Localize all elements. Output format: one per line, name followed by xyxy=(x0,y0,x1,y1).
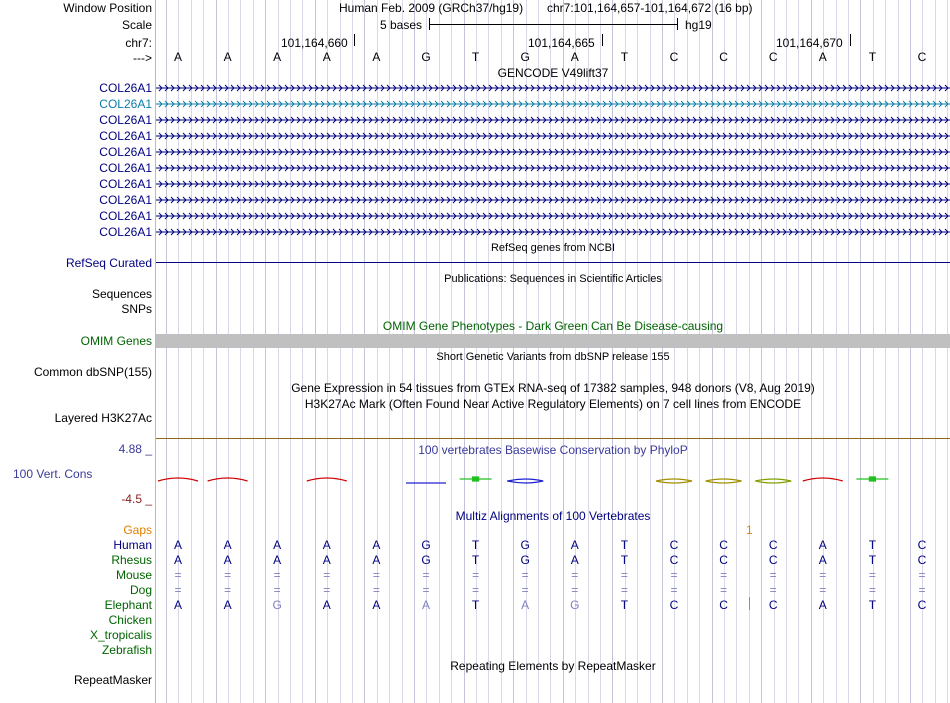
window-position-label: Window Position xyxy=(63,1,152,15)
scale-label: Scale xyxy=(121,18,152,32)
h3k27ac-title: H3K27Ac Mark (Often Found Near Active Regulatory Elements) on 7 cell lines from ENCODE xyxy=(304,397,802,411)
alignment-base-rhesus: A xyxy=(173,553,182,567)
position-tick-mark xyxy=(850,34,851,46)
conservation-glyph xyxy=(856,477,888,481)
alignment-base-rhesus: T xyxy=(868,553,877,567)
alignment-base-dog: = xyxy=(571,583,579,597)
alignment-base-human: A xyxy=(173,538,182,552)
alignment-base-mouse: = xyxy=(868,568,876,582)
sequence-base: A xyxy=(173,50,182,64)
alignment-base-human: A xyxy=(273,538,282,552)
alignment-base-dog: = xyxy=(620,583,628,597)
species-label-rhesus: Rhesus xyxy=(111,553,152,567)
alignment-base-dog: = xyxy=(472,583,480,597)
alignment-base-human: A xyxy=(818,538,827,552)
repeatmasker-title: Repeating Elements by RepeatMasker xyxy=(450,659,656,673)
alignment-base-human: A xyxy=(223,538,232,552)
alignment-base-rhesus: A xyxy=(273,553,282,567)
conservation-glyph xyxy=(656,479,692,483)
conservation-glyph xyxy=(158,478,198,481)
gene-line xyxy=(156,229,950,235)
conservation-glyph xyxy=(755,479,791,483)
alignment-base-elephant: A xyxy=(173,598,182,612)
common-dbsnp-label[interactable]: Common dbSNP(155) xyxy=(33,365,152,379)
conservation-glyph xyxy=(307,478,347,481)
position-tick-label: 101,164,665 xyxy=(528,36,595,50)
alignment-base-elephant: C xyxy=(719,598,728,612)
alignment-base-elephant: C xyxy=(669,598,679,612)
conservation-glyph xyxy=(507,479,543,483)
species-label-dog: Dog xyxy=(129,583,152,597)
omim-gene-bar[interactable] xyxy=(156,334,950,348)
alignment-base-elephant: C xyxy=(917,598,927,612)
alignment-base-elephant: A xyxy=(223,598,232,612)
alignment-base-human: C xyxy=(768,538,778,552)
gtex-title: Gene Expression in 54 tissues from GTEx RNA-seq of 17382 samples, 948 donors (V8, Aug 2019) xyxy=(291,381,815,395)
alignment-base-mouse: = xyxy=(273,568,281,582)
dbsnp-title: Short Genetic Variants from dbSNP release 155 xyxy=(436,351,670,363)
sequence-base: T xyxy=(868,50,877,64)
sequence-base: C xyxy=(768,50,778,64)
species-label-human: Human xyxy=(113,538,152,552)
sequence-base: G xyxy=(421,50,431,64)
conservation-glyph xyxy=(803,478,843,481)
refseq-curated-label[interactable]: RefSeq Curated xyxy=(65,256,152,270)
alignment-base-human: G xyxy=(421,538,431,552)
gene-label[interactable]: COL26A1 xyxy=(99,145,152,159)
alignment-base-elephant: C xyxy=(768,598,778,612)
alignment-base-rhesus: G xyxy=(520,553,530,567)
alignment-base-mouse: = xyxy=(323,568,331,582)
alignment-base-human: A xyxy=(570,538,579,552)
alignment-base-rhesus: A xyxy=(570,553,579,567)
track-labels-column xyxy=(0,0,156,703)
snps-label[interactable]: SNPs xyxy=(121,302,152,316)
alignment-base-human: T xyxy=(471,538,480,552)
refseq-gene-line[interactable] xyxy=(156,262,950,263)
position-tick-label: 101,164,670 xyxy=(776,36,843,50)
alignment-base-dog: = xyxy=(769,583,777,597)
gene-label[interactable]: COL26A1 xyxy=(99,129,152,143)
conservation-plot[interactable] xyxy=(156,467,950,497)
alignment-base-elephant: A xyxy=(322,598,331,612)
scale-db-text: hg19 xyxy=(685,18,712,32)
alignment-base-rhesus: C xyxy=(669,553,679,567)
alignment-base-elephant: A xyxy=(521,598,530,612)
alignment-base-dog: = xyxy=(273,583,281,597)
alignment-base-rhesus: C xyxy=(719,553,728,567)
gene-line-highlighted xyxy=(156,101,950,107)
alignment-base-mouse: = xyxy=(372,568,380,582)
sequence-base: A xyxy=(570,50,579,64)
gene-line xyxy=(156,133,950,139)
gene-label[interactable]: COL26A1 xyxy=(99,161,152,175)
alignment-base-mouse: = xyxy=(571,568,579,582)
assembly-text: Human Feb. 2009 (GRCh37/hg19) xyxy=(339,1,524,15)
alignment-base-dog: = xyxy=(918,583,926,597)
position-tick-mark xyxy=(354,34,355,46)
scale-bar-left-tick xyxy=(429,18,430,30)
alignment-base-mouse: = xyxy=(819,568,827,582)
alignment-base-mouse: = xyxy=(620,568,628,582)
species-label-zebrafish: Zebrafish xyxy=(101,643,152,657)
sequence-base: A xyxy=(223,50,232,64)
gene-line xyxy=(156,213,950,219)
scale-bar-right-tick xyxy=(677,18,678,30)
layered-h3k27ac-label[interactable]: Layered H3K27Ac xyxy=(54,411,152,425)
alignment-base-dog: = xyxy=(422,583,430,597)
alignment-base-elephant: A xyxy=(372,598,381,612)
alignment-base-human: C xyxy=(669,538,679,552)
scale-bar xyxy=(429,24,677,25)
alignment-base-rhesus: A xyxy=(223,553,232,567)
alignment-base-dog: = xyxy=(174,583,182,597)
h3k27ac-signal-line xyxy=(156,438,950,439)
alignment-base-elephant: A xyxy=(421,598,430,612)
alignment-base-dog: = xyxy=(224,583,232,597)
sequence-base: A xyxy=(273,50,282,64)
alignment-base-mouse: = xyxy=(174,568,182,582)
alignment-base-mouse: = xyxy=(670,568,678,582)
alignment-base-elephant: G xyxy=(570,598,580,612)
gene-label[interactable]: COL26A1 xyxy=(99,113,152,127)
conservation-label[interactable]: 100 Vert. Cons xyxy=(13,467,93,481)
alignment-base-rhesus: G xyxy=(421,553,431,567)
alignment-base-dog: = xyxy=(720,583,728,597)
species-label-elephant: Elephant xyxy=(104,598,152,612)
gaps-marker: 1 xyxy=(746,523,753,537)
gene-line xyxy=(156,197,950,203)
gencode-title: GENCODE V49lift37 xyxy=(497,66,609,80)
sequence-base: T xyxy=(620,50,629,64)
sequence-base: C xyxy=(719,50,728,64)
repeatmasker-label[interactable]: RepeatMasker xyxy=(73,673,152,687)
gene-model-lines[interactable] xyxy=(156,80,950,240)
alignment-base-rhesus: A xyxy=(372,553,381,567)
species-label-xtropicalis: X_tropicalis xyxy=(89,628,152,642)
alignment-base-human: A xyxy=(322,538,331,552)
gene-label[interactable]: COL26A1 xyxy=(99,193,152,207)
scale-text: 5 bases xyxy=(380,18,423,32)
position-tick-label: 101,164,660 xyxy=(281,36,348,50)
species-label-chicken: Chicken xyxy=(108,613,152,627)
sequence-base: A xyxy=(818,50,827,64)
strand-label: ---> xyxy=(133,51,152,65)
alignment-base-elephant: A xyxy=(818,598,827,612)
gaps-label: Gaps xyxy=(123,523,152,537)
alignment-base-mouse: = xyxy=(720,568,728,582)
sequence-base: A xyxy=(322,50,331,64)
conservation-glyph xyxy=(208,478,248,481)
alignment-base-mouse: = xyxy=(918,568,926,582)
elephant-gap-marker xyxy=(749,597,750,610)
alignment-base-dog: = xyxy=(868,583,876,597)
alignment-base-mouse: = xyxy=(521,568,529,582)
alignment-base-rhesus: A xyxy=(818,553,827,567)
gene-line xyxy=(156,181,950,187)
alignment-base-human: T xyxy=(620,538,629,552)
alignment-base-rhesus: A xyxy=(322,553,331,567)
omim-title: OMIM Gene Phenotypes - Dark Green Can Be Disease-causing xyxy=(382,319,724,333)
alignment-base-dog: = xyxy=(670,583,678,597)
alignment-base-elephant: T xyxy=(620,598,629,612)
gene-line xyxy=(156,117,950,123)
publications-title: Publications: Sequences in Scientific Articles xyxy=(444,273,662,285)
gene-line xyxy=(156,149,950,155)
alignment-base-elephant: G xyxy=(272,598,282,612)
sequence-base: A xyxy=(372,50,381,64)
phylop-title: 100 vertebrates Basewise Conservation by PhyloP xyxy=(418,443,688,457)
sequence-base: T xyxy=(471,50,480,64)
alignment-base-rhesus: C xyxy=(917,553,927,567)
alignment-base-mouse: = xyxy=(224,568,232,582)
conservation-glyph xyxy=(460,477,492,481)
species-label-mouse: Mouse xyxy=(115,568,152,582)
gene-label[interactable]: COL26A1 xyxy=(99,177,152,191)
alignment-base-human: G xyxy=(520,538,530,552)
conservation-glyph xyxy=(706,479,742,483)
gene-line xyxy=(156,165,950,171)
sequence-base: G xyxy=(520,50,530,64)
alignment-base-human: C xyxy=(917,538,927,552)
gene-line xyxy=(156,85,950,91)
conservation-max-label: 4.88 _ xyxy=(118,442,152,456)
gene-label[interactable]: COL26A1 xyxy=(99,225,152,239)
alignment-base-human: C xyxy=(719,538,728,552)
alignment-base-elephant: T xyxy=(471,598,480,612)
alignment-base-rhesus: C xyxy=(768,553,778,567)
position-text: chr7:101,164,657-101,164,672 (16 bp) xyxy=(547,1,753,15)
genome-browser-track-image[interactable] xyxy=(156,0,950,703)
omim-genes-label[interactable]: OMIM Genes xyxy=(80,334,152,348)
conservation-min-label: -4.5 _ xyxy=(121,492,152,506)
sequences-label[interactable]: Sequences xyxy=(91,287,152,301)
sequence-base: C xyxy=(917,50,927,64)
chrom-label: chr7: xyxy=(125,36,152,50)
gene-label-highlighted[interactable]: COL26A1 xyxy=(99,97,152,111)
alignment-base-dog: = xyxy=(819,583,827,597)
alignment-base-mouse: = xyxy=(472,568,480,582)
alignment-base-elephant: T xyxy=(868,598,877,612)
alignment-base-dog: = xyxy=(372,583,380,597)
alignment-base-human: T xyxy=(868,538,877,552)
multiz-title: Multiz Alignments of 100 Vertebrates xyxy=(455,509,651,523)
gene-label[interactable]: COL26A1 xyxy=(99,209,152,223)
alignment-base-dog: = xyxy=(323,583,331,597)
alignment-base-dog: = xyxy=(521,583,529,597)
position-tick-mark xyxy=(602,34,603,46)
alignment-base-mouse: = xyxy=(422,568,430,582)
refseq-title: RefSeq genes from NCBI xyxy=(490,242,616,254)
alignment-base-mouse: = xyxy=(769,568,777,582)
alignment-base-human: A xyxy=(372,538,381,552)
sequence-base: C xyxy=(669,50,679,64)
gene-label[interactable]: COL26A1 xyxy=(99,81,152,95)
alignment-base-rhesus: T xyxy=(471,553,480,567)
alignment-base-rhesus: T xyxy=(620,553,629,567)
